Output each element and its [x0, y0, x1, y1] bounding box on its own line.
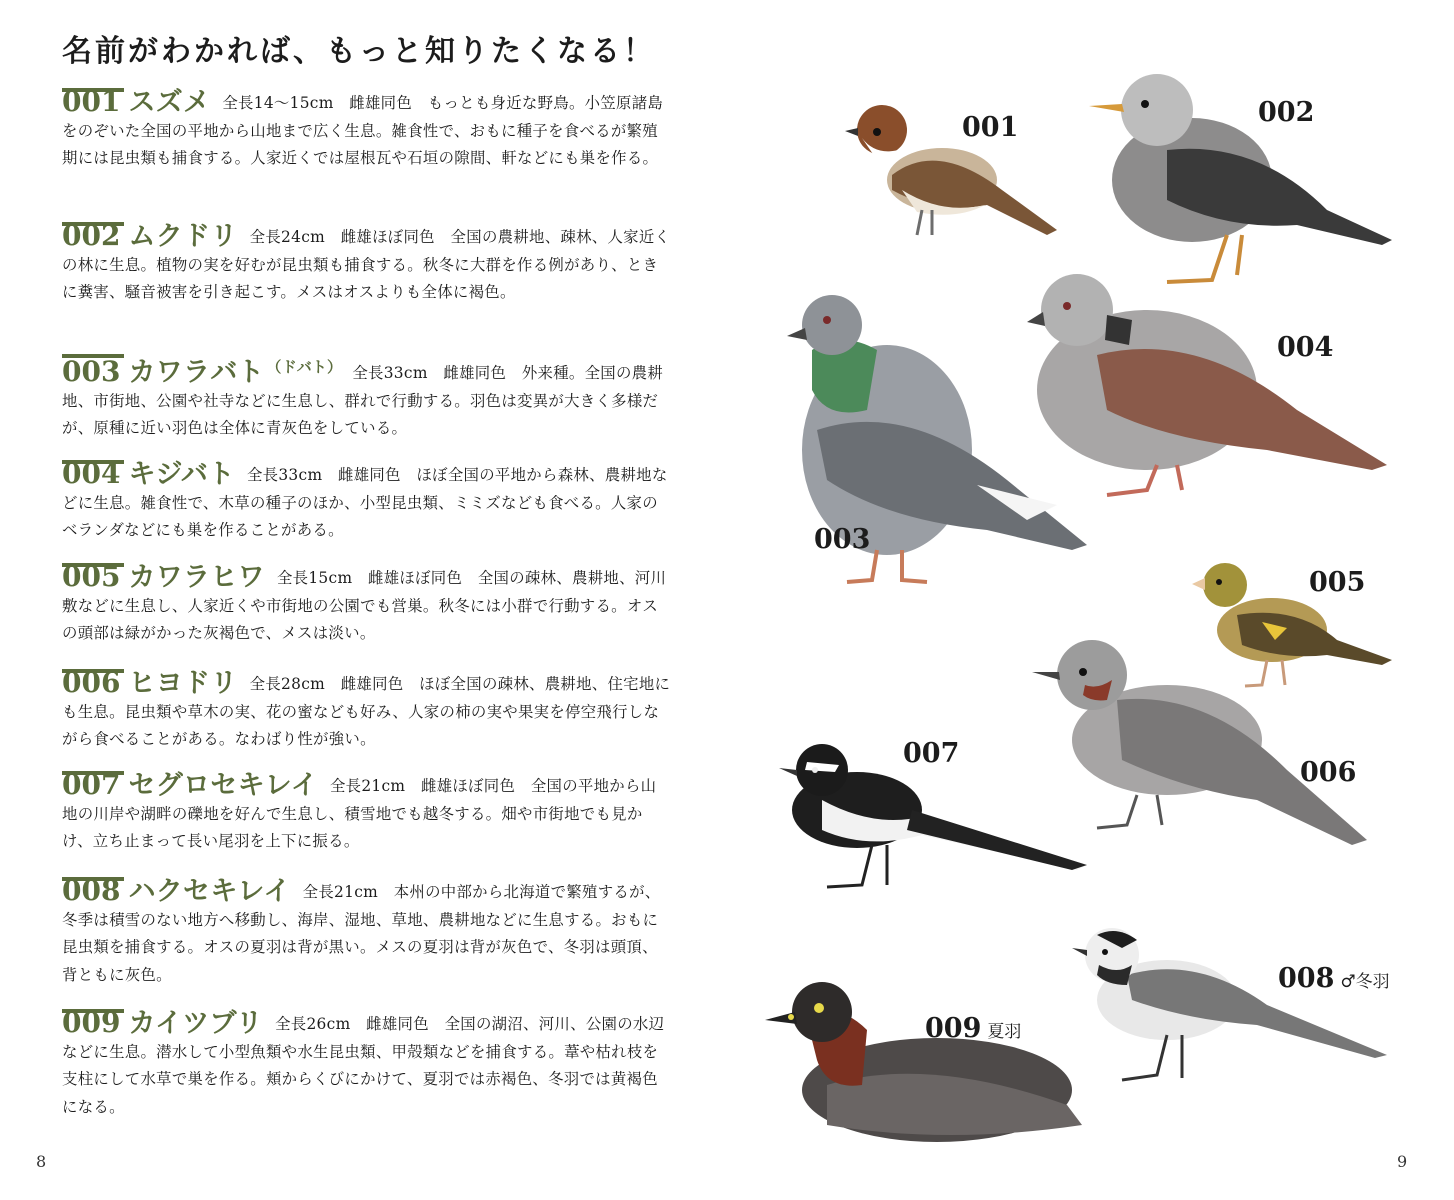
species-description: 全長21cm 雌雄ほぼ同色 全国の平地から山地の川岸や湖畔の礫地を好んで生息し、積雪地でも越冬する。畑や市街地でも見かけ、立ち止まって長い尾羽を上下に振る。: [62, 777, 657, 851]
entry-body: [62, 85, 672, 173]
bird-label-004: 004: [1277, 332, 1334, 363]
bird-illustrations: [727, 0, 1454, 1200]
species-number: 008: [62, 874, 121, 907]
bird-label-002: 002: [1258, 97, 1315, 128]
bird-label-008: [1278, 963, 1390, 994]
entry-body: [62, 219, 672, 307]
species-name: カワラバト: [128, 357, 265, 388]
entry-body: [62, 457, 672, 545]
bird-004-turtle-dove-illustration: [1027, 274, 1387, 495]
bird-006-bulbul-illustration: [1032, 640, 1367, 845]
bird-002-starling-illustration: [1089, 74, 1392, 282]
species-description: 全長33cm 雌雄同色 外来種。全国の農耕地、市街地、公園や社寺などに生息し、群れで行動する。羽色は変異が大きく多様だが、原種に近い羽色は全体に青灰色をしている。: [62, 364, 664, 438]
entry-body: [62, 354, 672, 443]
species-description: 全長24cm 雌雄ほぼ同色 全国の農耕地、疎林、人家近くの林に生息。植物の実を好むが昆虫類も捕食する。秋冬に大群を作る例があり、ときに糞害、騒音被害を引き起こす。メスはオスよりも全体に褐色。: [62, 228, 671, 302]
species-name: セグロセキレイ: [128, 770, 318, 801]
species-name: カイツブリ: [128, 1008, 264, 1039]
entry-body: [62, 874, 672, 989]
species-number: 007: [62, 768, 121, 801]
species-name: ヒヨドリ: [128, 668, 238, 699]
bird-label-008-number: 008: [1278, 963, 1335, 994]
species-entry: [62, 354, 672, 443]
species-description: 全長33cm 雌雄同色 ほぼ全国の平地から森林、農耕地などに生息。雑食性で、木草の種子のほか、小型昆虫類、ミミズなども食べる。人家のベランダなどにも巣を作ることがある。: [62, 466, 668, 540]
species-number: 002: [62, 219, 121, 252]
species-entry: [62, 560, 672, 648]
bird-label-008-plumage: ♂冬羽: [1340, 972, 1390, 992]
page-number-right: 9: [1397, 1152, 1408, 1171]
species-entry: [62, 1006, 672, 1121]
species-description: 全長28cm 雌雄同色 ほぼ全国の疎林、農耕地、住宅地にも生息。昆虫類や草木の実、花の蜜なども好み、人家の柿の実や果実を停空飛行しながら食べることがある。なわばり性が強い。: [62, 675, 671, 749]
bird-label-007: 007: [903, 738, 960, 769]
species-number: 003: [62, 355, 121, 388]
bird-label-009-plumage: 夏羽: [987, 1022, 1022, 1042]
entry-body: [62, 1006, 672, 1121]
bird-009-little-grebe-illustration: [765, 982, 1082, 1142]
species-entry: [62, 457, 672, 545]
bird-label-003: 003: [814, 524, 871, 555]
entry-body: [62, 560, 672, 648]
species-name: スズメ: [128, 87, 211, 118]
entry-body: [62, 768, 672, 856]
species-number: 009: [62, 1006, 121, 1039]
entry-body: [62, 666, 672, 754]
species-name: ハクセキレイ: [128, 876, 291, 907]
page-number-left: 8: [36, 1152, 47, 1171]
species-number: 001: [62, 85, 121, 118]
species-name: キジバト: [128, 459, 235, 490]
bird-label-009-number: 009: [925, 1013, 982, 1044]
species-alt-name: （ドバト）: [266, 358, 343, 376]
species-number: 005: [62, 560, 121, 593]
species-entry: [62, 768, 672, 856]
bird-label-009: [925, 1013, 1021, 1044]
species-number: 004: [62, 457, 121, 490]
species-entry: [62, 666, 672, 754]
species-description: 全長26cm 雌雄同色 全国の湖沼、河川、公園の水辺などに生息。潜水して小型魚類や水生昆虫類、甲殻類などを捕食する。葦や枯れ枝を支柱にして水草で巣を作る。頬からくびにかけて、夏羽では赤褐色、冬羽では黄褐色になる。: [62, 1015, 665, 1116]
species-description: 全長21cm 本州の中部から北海道で繁殖するが、冬季は積雪のない地方へ移動し、海岸、湿地、草地、農耕地などに生息する。おもに昆虫類を捕食する。オスの夏羽は背が黒い。メスの夏羽は背が灰色で、冬羽は頭頂、背ともに灰色。: [62, 883, 661, 984]
species-description: 全長15cm 雌雄ほぼ同色 全国の疎林、農耕地、河川敷などに生息し、人家近くや市街地の公園でも営巣。秋冬には小群で行動する。オスの頭部は緑がかった灰褐色で、メスは淡い。: [62, 569, 667, 643]
right-page: [727, 0, 1454, 1200]
page-heading: 名前がわかれば、もっと知りたくなる！: [62, 34, 656, 69]
bird-008-white-wagtail-illustration: [1072, 928, 1390, 1080]
bird-label-005: 005: [1309, 567, 1366, 598]
species-entry: [62, 85, 672, 173]
species-name: カワラヒワ: [128, 562, 265, 593]
species-description: 全長14〜15cm 雌雄同色 もっとも身近な野鳥。小笠原諸島をのぞいた全国の平地から山地まで広く生息。雑食性で、おもに種子を食べるが繁殖期には昆虫類も捕食する。人家近くでは屋根瓦や石垣の隙間、軒などにも巣を作る。: [62, 94, 664, 168]
bird-001-sparrow-illustration: [845, 105, 1057, 235]
species-number: 006: [62, 666, 121, 699]
species-entry: [62, 874, 672, 989]
bird-label-006: 006: [1300, 757, 1357, 788]
species-entry: [62, 219, 672, 307]
species-name: ムクドリ: [128, 221, 238, 252]
bird-label-001: 001: [962, 112, 1019, 143]
